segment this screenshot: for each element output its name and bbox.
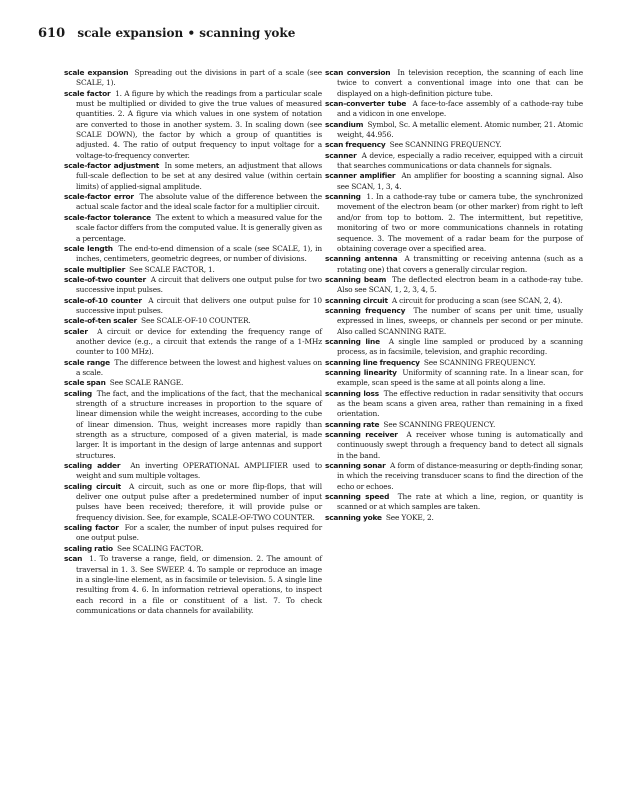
entry-definition: A form of distance-measuring or depth-finding sonar, in which the receiving transducer scans to find the direction of the echo or echoes. <box>337 461 583 491</box>
entry-definition: A circuit or device for extending the frequency range of another device (e.g., a circuit that extends the range of a 1-MHz counter to 100 MHz). <box>76 326 322 357</box>
entry-term: scanner <box>325 150 357 160</box>
entry-term: scanning circuit <box>325 295 388 305</box>
entry-definition: A single line sampled or produced by a scanning process, as in facsimile, television, and graphic recording. <box>337 336 583 357</box>
dictionary-entry <box>64 161 322 192</box>
entry-definition: 1. A figure by which the readings from a particular scale must be multiplied or divided to give the true values of measured quantities. 2. A figure via which values in one system of notation are converted to those in another system. 3. In scaling down (see SCALE DOWN), the factor by which a group of quantities is adjusted. 4. The ratio of output frequency to input voltage for a voltage-to-frequency converter. <box>76 88 323 160</box>
dictionary-entry <box>325 420 583 430</box>
entry-term: scanning line <box>325 336 380 346</box>
entry-term: scan conversion <box>325 68 391 77</box>
entry-definition: See SCALE FACTOR, 1. <box>129 264 215 274</box>
dictionary-entry <box>325 337 583 358</box>
dictionary-entry <box>64 461 322 482</box>
dictionary-entry <box>64 296 322 317</box>
entry-definition: Symbol, Sc. A metallic element. Atomic number, 21. Atomic weight, 44.956. <box>337 119 583 140</box>
dictionary-entry <box>64 316 322 326</box>
entry-term: scale-factor adjustment <box>64 161 160 171</box>
entry-term: scanning receiver <box>325 430 398 440</box>
entry-term: scanning yoke <box>325 512 382 522</box>
dictionary-entry <box>325 296 583 306</box>
entry-term: scaling adder <box>64 461 121 471</box>
entry-definition: The fact, and the implications of the fact, that the mechanical strength of a structure increases in proportion to the square of linear dimension while the weight increases, according to the cube of linear dimension. Thus, weight increases more rapidly than strength as a structure, composed of a given material, is made larger. It is important in the design of large antennas and support structures. <box>76 388 322 460</box>
page-header <box>38 26 295 41</box>
dictionary-entry <box>64 265 322 275</box>
entry-definition: The effective reduction in radar sensitivity that occurs as the beam scans a given area, rather than remaining in a fixed orientation. <box>337 388 583 419</box>
entry-term: scale-of-ten scaler <box>64 316 137 326</box>
entry-term: scale-factor tolerance <box>64 212 151 222</box>
entry-definition: For a scaler, the number of input pulses required for one output pulse. <box>76 523 322 543</box>
dictionary-entry <box>64 68 322 89</box>
left-column <box>64 68 322 616</box>
entry-term: scan <box>64 554 83 564</box>
dictionary-entry <box>64 544 322 554</box>
entry-definition: The extent to which a measured value for the scale factor differs from the computed value. It is generally given as a percentage. <box>76 212 322 243</box>
dictionary-entry <box>64 192 322 213</box>
dictionary-entry <box>325 120 583 141</box>
entry-term: scanning sonar <box>325 461 386 471</box>
entry-definition: A circuit for producing a scan (see SCAN, 2, 4). <box>391 295 563 305</box>
dictionary-entry <box>64 554 322 616</box>
entry-definition: See SCANNING FREQUENCY. <box>383 419 496 429</box>
entry-term: scale length <box>64 243 113 253</box>
entry-definition: In television reception, the scanning of each line twice to convert a conventional image into one that can be displayed on a high-definition picture tube. <box>337 68 584 98</box>
dictionary-entry <box>325 461 583 492</box>
entry-definition: An inverting OPERATIONAL AMPLIFIER used to weight and sum multiple voltages. <box>76 461 322 481</box>
dictionary-entry <box>325 492 583 513</box>
entry-definition: The end-to-end dimension of a scale (see SCALE, 1), in inches, centimeters, geometric degrees, or number of divisions. <box>76 243 323 264</box>
dictionary-entry <box>325 368 583 389</box>
entry-term: scandium <box>325 119 364 129</box>
entry-definition: The absolute value of the difference between the actual scale factor and the ideal scale factor for a multiplier circuit. <box>76 192 322 212</box>
entry-definition: A device, especially a radio receiver, equipped with a circuit that searches communications or data channels for signals. <box>337 150 584 171</box>
dictionary-entry <box>64 378 322 388</box>
entry-term: scanning speed <box>325 492 390 502</box>
dictionary-entry <box>325 430 583 461</box>
entry-definition: Uniformity of scanning rate. In a linear scan, for example, scan speed is the same at all points along a line. <box>337 367 584 388</box>
dictionary-entry <box>64 213 322 244</box>
right-column <box>325 68 583 523</box>
dictionary-entry <box>325 192 583 254</box>
entry-term: scanning antenna <box>325 254 398 264</box>
dictionary-entry <box>64 482 322 523</box>
page-number: 610 <box>38 26 66 41</box>
entry-definition: A circuit that delivers one output pulse for two successive input pulses. <box>76 274 322 295</box>
entry-definition: The difference between the lowest and highest values on a scale. <box>76 357 322 377</box>
entry-term: scanner amplifier <box>325 171 396 181</box>
dictionary-entry <box>325 513 583 523</box>
entry-term: scaling <box>64 388 92 398</box>
entry-definition: In some meters, an adjustment that allows full-scale deflection to be set at any desired value (within certain limits) of applied-signal amplitude. <box>76 161 322 191</box>
dictionary-entry <box>64 275 322 296</box>
dictionary-entry <box>325 68 583 99</box>
dictionary-entry <box>325 254 583 275</box>
dictionary-entry <box>325 275 583 296</box>
entry-term: scaling circuit <box>64 481 121 491</box>
entry-definition: The rate at which a line, region, or quantity is scanned or at which samples are taken. <box>337 492 584 512</box>
dictionary-entry <box>325 99 583 120</box>
dictionary-entry <box>325 389 583 420</box>
dictionary-entry <box>325 171 583 192</box>
dictionary-entry <box>64 244 322 265</box>
entry-term: scale-of-10 counter <box>64 295 142 305</box>
page-header-title: scale expansion • scanning yoke <box>77 26 296 40</box>
entry-definition: See SCALING FACTOR. <box>117 543 204 553</box>
entry-term: scale range <box>64 357 110 367</box>
entry-term: scan-converter tube <box>325 99 407 109</box>
dictionary-entry <box>325 358 583 368</box>
entry-definition: 1. In a cathode-ray tube or camera tube, the synchronized movement of the electron beam (or other marker) from right to left and/or from top to bottom. 2. The intermittent, but repetitive, monitoring of two or more communications channels in rotating sequence. 3. The movement of a radar beam for the purpose of obtaining coverage over a specified area. <box>337 192 583 253</box>
dictionary-entry <box>64 89 322 161</box>
entry-definition: A transmitting or receiving antenna (such as a rotating one) that covers a generally circular region. <box>337 254 583 274</box>
entry-term: scaler <box>64 326 88 336</box>
dictionary-entry <box>64 523 322 544</box>
entry-term: scanning line frequency <box>325 357 420 367</box>
entry-term: scan frequency <box>325 140 386 150</box>
entry-term: scanning rate <box>325 419 380 429</box>
entry-term: scale-of-two counter <box>64 274 146 284</box>
entry-term: scale span <box>64 378 106 388</box>
dictionary-entry <box>64 358 322 379</box>
entry-term: scanning loss <box>325 388 379 398</box>
entry-definition: A receiver whose tuning is automatically and continuously swept through a frequency band to detect all signals in the band. <box>337 430 583 460</box>
dictionary-entry <box>325 306 583 337</box>
entry-definition: See YOKE, 2. <box>385 512 434 522</box>
entry-definition: A circuit, such as one or more flip-flops, that will deliver one output pulse after a predetermined number of input pulses have been received; therefore, it will provide pulse or frequency division. See, for example, SCALE-OF-TWO COUNTER. <box>76 481 322 522</box>
dictionary-entry <box>64 327 322 358</box>
entry-definition: See SCANNING FREQUENCY. <box>423 357 536 367</box>
entry-definition: See SCANNING FREQUENCY. <box>389 140 502 150</box>
entry-term: scale expansion <box>64 68 129 77</box>
entry-term: scanning beam <box>325 274 387 284</box>
entry-definition: A circuit that delivers one output pulse for 10 successive input pulses. <box>76 295 323 315</box>
dictionary-entry <box>325 151 583 172</box>
entry-definition: See SCALE-OF-10 COUNTER. <box>141 316 251 326</box>
dictionary-entry <box>64 389 322 461</box>
entry-definition: The number of scans per unit time, usually expressed in lines, sweeps, or channels per second or per minute. Also called SCANNING RATE. <box>337 305 583 336</box>
entry-term: scaling factor <box>64 523 119 533</box>
entry-term: scanning frequency <box>325 305 406 315</box>
dictionary-entry <box>325 140 583 150</box>
entry-definition: Spreading out the divisions in part of a scale (see SCALE, 1). <box>76 68 322 88</box>
entry-term: scaling ratio <box>64 543 113 553</box>
entry-term: scanning <box>325 192 361 202</box>
entry-definition: A face-to-face assembly of a cathode-ray tube and a vidicon in one envelope. <box>337 99 583 119</box>
entry-term: scale multiplier <box>64 264 126 274</box>
entry-term: scanning linearity <box>325 367 397 377</box>
entry-definition: 1. To traverse a range, field, or dimension. 2. The amount of traversal in 1. 3. See SWEEP. 4. To sample or reproduce an image in a single-line element, as in facsimile or television. 5. A single line resulting from 4. 6. In information retrieval operations, to inspect each record in a file or constituent of a list. 7. To check communications or data channels for availability. <box>76 554 322 615</box>
entry-definition: An amplifier for boosting a scanning signal. Also see SCAN, 1, 3, 4. <box>337 171 584 191</box>
entry-definition: See SCALE RANGE. <box>109 378 184 388</box>
entry-definition: The deflected electron beam in a cathode-ray tube. Also see SCAN, 1, 2, 3, 4, 5. <box>337 274 584 295</box>
entry-term: scale factor <box>64 88 111 98</box>
entry-term: scale-factor error <box>64 192 134 202</box>
